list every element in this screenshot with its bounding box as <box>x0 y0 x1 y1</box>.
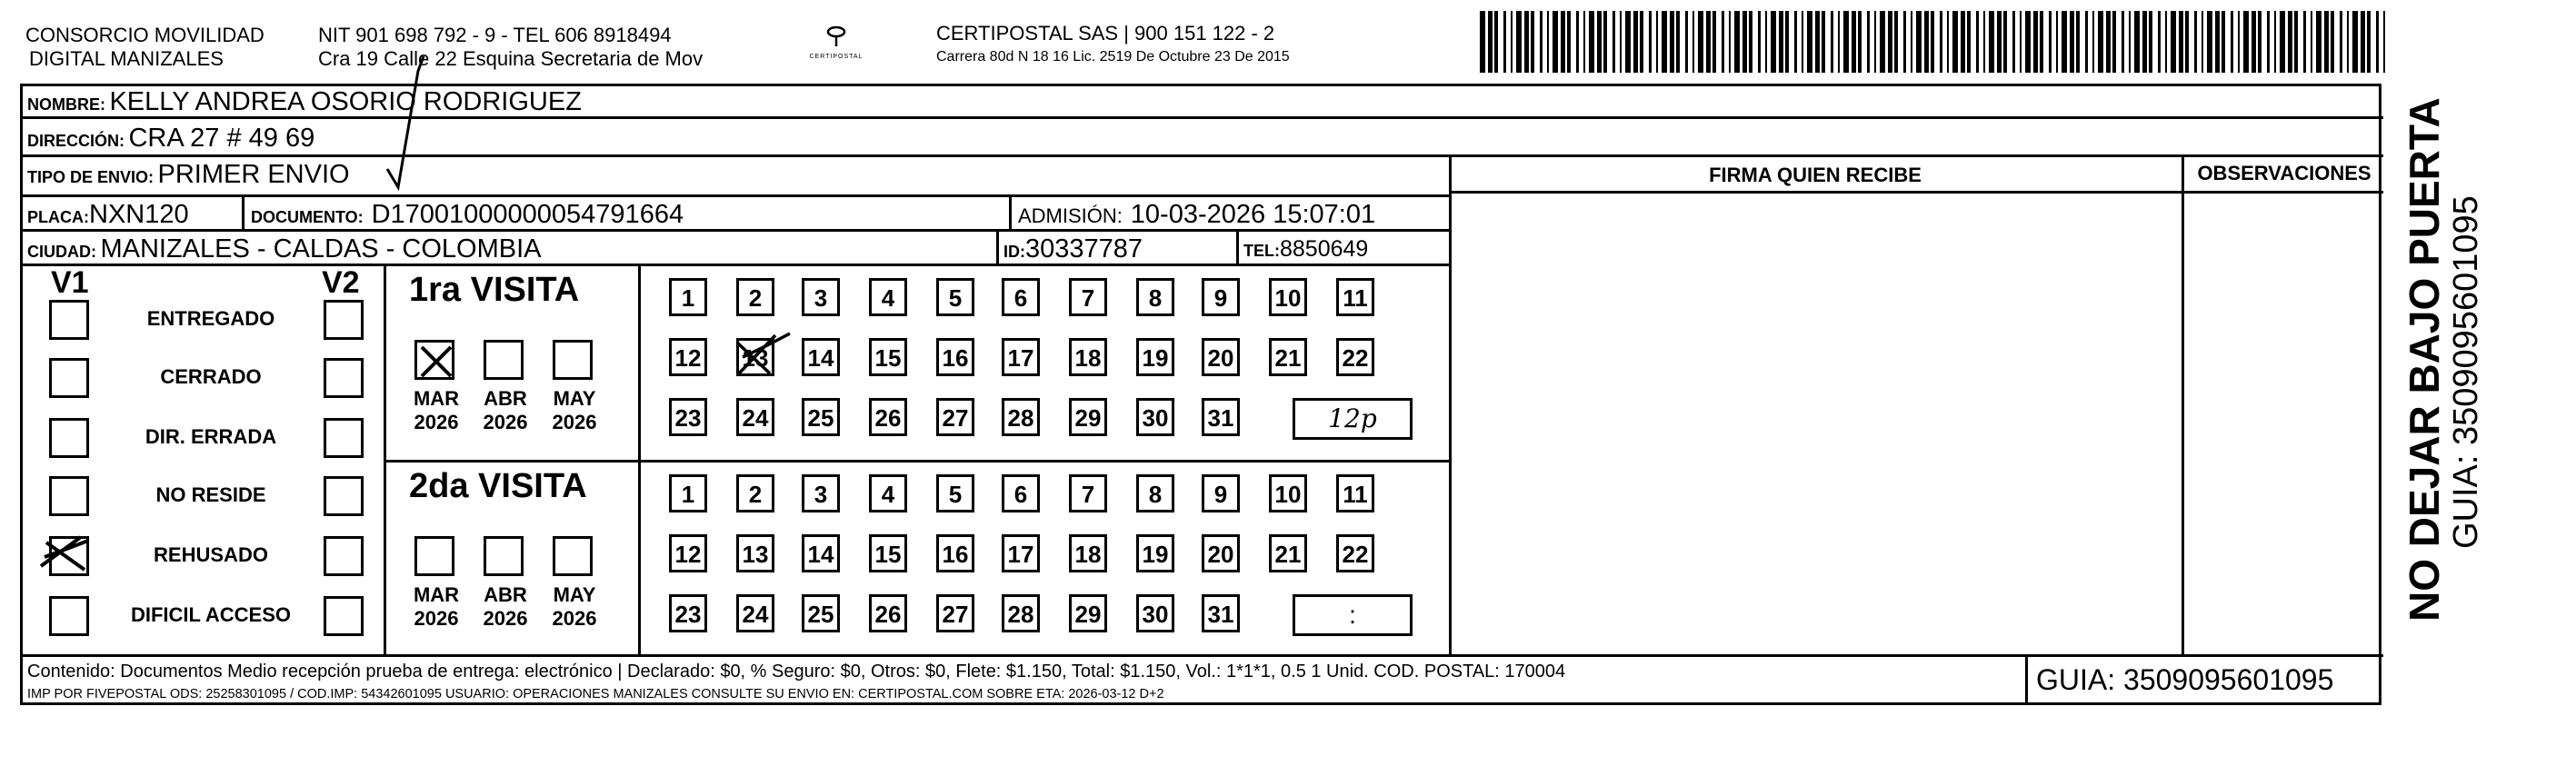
admission-label: ADMISIÓN: <box>1018 204 1123 227</box>
day-box[interactable]: 16 <box>936 534 974 572</box>
nit-line: NIT 901 698 792 - 9 - TEL 606 8918494 <box>318 24 672 46</box>
barcode-bar <box>1612 11 1615 73</box>
document-label: DOCUMENTO: <box>251 208 364 226</box>
barcode-bar <box>1940 11 1942 73</box>
month-label <box>545 387 604 434</box>
barcode-bar <box>1765 11 1767 73</box>
barcode-bar <box>1676 11 1680 73</box>
barcode-bar <box>1916 11 1922 73</box>
day-box[interactable]: 17 <box>1002 338 1040 376</box>
barcode-bar <box>1967 11 1971 73</box>
barcode-bar <box>2311 11 2312 73</box>
day-box[interactable]: 26 <box>869 398 907 436</box>
barcode-bar <box>1931 11 1934 73</box>
v2-checkbox[interactable] <box>324 358 364 398</box>
day-box[interactable]: 26 <box>869 594 907 632</box>
month-label <box>545 583 604 631</box>
day-box[interactable]: 8 <box>1136 278 1174 316</box>
barcode-bar <box>1749 11 1752 73</box>
day-box[interactable]: 18 <box>1069 338 1107 376</box>
barcode-bar <box>1576 11 1579 73</box>
status-option-label: NO RESIDE <box>155 483 266 506</box>
month-label <box>407 387 465 434</box>
barcode-bar <box>1488 11 1493 73</box>
barcode-bar <box>1553 11 1558 73</box>
day-box[interactable]: 17 <box>1002 534 1040 572</box>
company-address: Cra 19 Calle 22 Esquina Secretaria de Mov <box>318 47 704 70</box>
barcode-bar <box>1911 11 1912 73</box>
day-box[interactable]: 4 <box>869 474 907 512</box>
barcode-bar <box>2149 11 2152 73</box>
barcode-bar <box>2243 11 2249 73</box>
day-box[interactable]: 7 <box>1069 278 1107 316</box>
barcode-bar <box>1983 11 1985 73</box>
v2-label: V2 <box>322 265 360 300</box>
barcode-bar <box>2122 11 2124 73</box>
barcode-bar <box>1712 11 1716 73</box>
barcode-bar <box>1722 11 1724 73</box>
day-box[interactable]: 5 <box>936 474 974 512</box>
barcode-bar <box>1947 11 1949 73</box>
status-option-label: ENTREGADO <box>146 307 275 330</box>
handwritten-checkmark <box>382 55 445 191</box>
day-box[interactable]: 27 <box>936 398 974 436</box>
tel-label: TEL: <box>1243 242 1280 260</box>
status-option-label: CERRADO <box>160 365 262 388</box>
barcode-bar <box>1633 11 1638 73</box>
barcode-bar <box>1480 11 1485 73</box>
admission-value: 10-03-2026 15:07:01 <box>1130 200 1376 229</box>
barcode-bar <box>2076 11 2080 73</box>
barcode-bar <box>2056 11 2058 73</box>
month-label <box>476 583 534 631</box>
v2-checkbox[interactable] <box>324 300 364 340</box>
day-box[interactable]: 19 <box>1136 338 1174 376</box>
day-box[interactable]: 13 <box>736 534 774 572</box>
v1-checkbox[interactable] <box>49 300 89 340</box>
month-checkbox[interactable] <box>414 340 454 380</box>
day-box[interactable]: 8 <box>1136 474 1174 512</box>
plate-value: NXN120 <box>89 200 189 229</box>
barcode-bar <box>1734 11 1740 73</box>
barcode-bar <box>1540 11 1543 73</box>
barcode-bar <box>1880 11 1885 73</box>
barcode-bar <box>1742 11 1747 73</box>
month-year: 2026 <box>483 607 528 630</box>
barcode-bar <box>2215 11 2220 73</box>
barcode-bar <box>2098 11 2103 73</box>
check-mark-icon <box>730 330 794 384</box>
month-checkbox[interactable] <box>414 536 454 576</box>
day-box[interactable]: 5 <box>936 278 974 316</box>
v1-checkbox[interactable] <box>49 476 89 516</box>
barcode-bar <box>1822 11 1825 73</box>
day-box[interactable]: 23 <box>669 594 707 632</box>
day-box[interactable]: 21 <box>1269 338 1307 376</box>
carrier-logo <box>800 22 873 60</box>
day-box[interactable]: 6 <box>1002 474 1040 512</box>
barcode-bar <box>2179 11 2183 73</box>
barcode-bar <box>2185 11 2189 73</box>
id-label: ID: <box>1003 243 1025 261</box>
carrier-name: CERTIPOSTAL SAS | 900 151 122 - 2 <box>936 22 1275 45</box>
barcode-bar <box>1794 11 1797 73</box>
barcode-bar <box>1729 11 1731 73</box>
v1-checkbox[interactable] <box>49 536 89 576</box>
barcode-bar <box>1567 11 1571 73</box>
company-line-2: DIGITAL MANIZALES <box>29 47 224 70</box>
day-box[interactable]: 10 <box>1269 474 1307 512</box>
day-box[interactable]: 25 <box>802 594 840 632</box>
day-box[interactable]: 28 <box>1002 398 1040 436</box>
status-option-label: REHUSADO <box>154 543 268 566</box>
day-box[interactable]: 31 <box>1202 398 1240 436</box>
barcode-bar <box>2012 11 2015 73</box>
day-box[interactable]: 18 <box>1069 534 1107 572</box>
barcode-bar <box>1843 11 1849 73</box>
barcode-bar <box>1815 11 1820 73</box>
barcode-bar <box>2280 11 2285 73</box>
barcode-bar <box>1952 11 1958 73</box>
address-label: DIRECCIÓN: <box>27 132 125 150</box>
barcode-bar <box>2085 11 2088 73</box>
month-name: MAY <box>553 583 596 606</box>
barcode-bar <box>2194 11 2197 73</box>
carrier-license: Carrera 80d N 18 16 Lic. 2519 De Octubre 23 De 2015 <box>936 49 1290 65</box>
barcode-bar <box>1547 11 1549 73</box>
city-value: MANIZALES - CALDAS - COLOMBIA <box>100 234 542 264</box>
barcode-bar <box>1561 11 1565 73</box>
visit-time-field[interactable]: : <box>1293 594 1413 636</box>
day-box[interactable]: 12 <box>669 338 707 376</box>
barcode-bar <box>1976 11 1979 73</box>
month-year: 2026 <box>552 607 597 630</box>
barcode-bar <box>2383 11 2385 73</box>
barcode-bar <box>2347 11 2349 73</box>
barcode-bar <box>2258 11 2261 73</box>
day-box[interactable]: 6 <box>1002 278 1040 316</box>
barcode-bar <box>1698 11 1703 73</box>
barcode-bar <box>2049 11 2052 73</box>
barcode-bar <box>1838 11 1840 73</box>
barcode-bar <box>1802 11 1803 73</box>
month-label <box>407 583 465 631</box>
barcode-bar <box>1903 11 1906 73</box>
month-year: 2026 <box>552 411 597 433</box>
barcode-bar <box>2025 11 2031 73</box>
barcode-bar <box>2288 11 2292 73</box>
barcode-bar <box>1874 11 1876 73</box>
barcode-bar <box>1894 11 1898 73</box>
day-box[interactable]: 23 <box>669 398 707 436</box>
logo-caption: CERTIPOSTAL <box>809 54 864 60</box>
status-option-label: DIR. ERRADA <box>145 425 277 448</box>
barcode-bar <box>1807 11 1812 73</box>
v1-checkbox[interactable] <box>49 418 89 458</box>
barcode-bar <box>1692 11 1694 73</box>
barcode-bar <box>2238 11 2240 73</box>
day-box[interactable]: 21 <box>1269 534 1307 572</box>
day-box[interactable]: 22 <box>1336 534 1374 572</box>
barcode-bar <box>2112 11 2116 73</box>
check-mark-icon <box>37 530 92 577</box>
barcode-bar <box>1620 11 1622 73</box>
barcode-bar <box>1858 11 1862 73</box>
day-box[interactable]: 11 <box>1336 278 1374 316</box>
barcode-bar <box>1603 11 1607 73</box>
month-year: 2026 <box>414 607 459 630</box>
name-value: KELLY ANDREA OSORIO RODRIGUEZ <box>109 87 582 116</box>
send-type-value: PRIMER ENVIO <box>157 160 350 189</box>
month-label <box>476 387 534 434</box>
tel-row <box>1243 234 1368 267</box>
barcode-bar <box>1785 11 1789 73</box>
barcode-bar <box>2142 11 2147 73</box>
visit-time-field[interactable]: 12p <box>1293 398 1413 440</box>
barcode-bar <box>2331 11 2334 73</box>
day-box[interactable]: 30 <box>1136 594 1174 632</box>
day-box[interactable]: 10 <box>1269 278 1307 316</box>
barcode-bar <box>2367 11 2371 73</box>
month-name: MAY <box>553 387 596 410</box>
month-name: MAR <box>413 583 460 606</box>
day-box[interactable]: 24 <box>736 594 774 632</box>
barcode-bar <box>1831 11 1833 73</box>
barcode-bar <box>2003 11 2007 73</box>
day-box[interactable]: 1 <box>669 278 707 316</box>
day-box[interactable]: 28 <box>1002 594 1040 632</box>
plate-label: PLACA: <box>27 208 89 226</box>
barcode-bar <box>1662 11 1667 73</box>
city-label: CIUDAD: <box>27 243 96 261</box>
barcode-bar <box>2134 11 2140 73</box>
barcode-bar <box>2092 11 2094 73</box>
company-nit <box>318 24 703 71</box>
day-box[interactable]: 16 <box>936 338 974 376</box>
day-box[interactable]: 27 <box>936 594 974 632</box>
barcode-bar <box>1924 11 1929 73</box>
barcode-bar <box>2062 11 2067 73</box>
day-box[interactable]: 14 <box>802 338 840 376</box>
name-label: NOMBRE: <box>27 95 105 114</box>
barcode-bar <box>1583 11 1585 73</box>
barcode-bar <box>1503 11 1506 73</box>
barcode-bar <box>2231 11 2233 73</box>
send-type-label: TIPO DE ENVIO: <box>27 168 155 186</box>
barcode-bar <box>1516 11 1522 73</box>
barcode-bar <box>2352 11 2358 73</box>
barcode-bar <box>1779 11 1783 73</box>
day-box[interactable]: 2 <box>736 278 774 316</box>
month-year: 2026 <box>414 411 459 433</box>
barcode-bar <box>1670 11 1674 73</box>
day-box[interactable]: 14 <box>802 534 840 572</box>
day-box[interactable]: 15 <box>869 338 907 376</box>
v2-checkbox[interactable] <box>324 596 364 636</box>
barcode-bar <box>1656 11 1658 73</box>
tel-value: 8850649 <box>1280 236 1369 262</box>
address-row <box>27 124 315 157</box>
barcode-bar <box>2267 11 2270 73</box>
day-box[interactable]: 3 <box>802 278 840 316</box>
barcode-bar <box>2316 11 2321 73</box>
barcode-bar <box>2294 11 2298 73</box>
barcode-bar <box>2361 11 2365 73</box>
content-line: Contenido: Documentos Medio recepción prueba de entrega: electrónico | Declarado: $0, % Seguro: $0, Otros: $0, Flete: $1.150, Total: $1.150, Vol.: 1*1*1, 0.5 1 Unid. COD. POSTAL: 170004 <box>27 662 1566 681</box>
barcode-bar <box>1531 11 1534 73</box>
day-box[interactable]: 15 <box>869 534 907 572</box>
barcode-bar <box>1524 11 1529 73</box>
v1-label: V1 <box>51 265 89 300</box>
barcode-bar <box>2158 11 2161 73</box>
day-box[interactable]: 30 <box>1136 398 1174 436</box>
barcode-bar <box>1989 11 1994 73</box>
month-name: MAR <box>413 387 460 410</box>
visit-title: 2da VISITA <box>409 467 587 505</box>
day-box[interactable]: 4 <box>869 278 907 316</box>
day-box[interactable]: 25 <box>802 398 840 436</box>
document-value: D17001000000054791664 <box>371 200 684 229</box>
barcode-bar <box>1961 11 1965 73</box>
day-box[interactable]: 20 <box>1202 338 1240 376</box>
day-box[interactable]: 2 <box>736 474 774 512</box>
month-name: ABR <box>484 387 527 410</box>
day-box[interactable]: 9 <box>1202 474 1240 512</box>
barcode-bar <box>1867 11 1870 73</box>
month-checkbox[interactable] <box>553 536 593 576</box>
day-box[interactable]: 20 <box>1202 534 1240 572</box>
barcode-bar <box>2129 11 2131 73</box>
observations-label: OBSERVACIONES <box>2197 162 2371 184</box>
barcode-bar <box>2252 11 2256 73</box>
barcode-bar <box>1494 11 1498 73</box>
barcode-bar <box>2171 11 2176 73</box>
barcode-bar <box>1758 11 1761 73</box>
company-line-1: CONSORCIO MOVILIDAD <box>25 24 265 46</box>
barcode-bar <box>1685 11 1688 73</box>
imp-line: IMP POR FIVEPOSTAL ODS: 25258301095 / COD.IMP: 54342601095 USUARIO: OPERACIONES MANIZALES CONSULTE SU ENVIO EN: CERTIPOSTAL.COM SOBRE ETA: 2026-03-12 D+2 <box>27 687 1164 701</box>
month-checkbox[interactable] <box>553 340 593 380</box>
barcode-bar <box>1640 11 1643 73</box>
status-option-label: DIFICIL ACCESO <box>130 603 291 626</box>
barcode-bar <box>2303 11 2306 73</box>
day-box[interactable]: 9 <box>1202 278 1240 316</box>
v2-checkbox[interactable] <box>324 418 364 458</box>
day-box[interactable]: 13 <box>736 338 774 376</box>
day-box[interactable]: 22 <box>1336 338 1374 376</box>
barcode-bar <box>2207 11 2212 73</box>
barcode-bar <box>1771 11 1776 73</box>
day-box[interactable]: 31 <box>1202 594 1240 632</box>
day-box[interactable]: 19 <box>1136 534 1174 572</box>
v2-checkbox[interactable] <box>324 476 364 516</box>
address-value: CRA 27 # 49 69 <box>128 124 315 153</box>
footer-guia: GUIA: 3509095601095 <box>2036 663 2334 696</box>
barcode <box>1480 11 2389 73</box>
barcode-bar <box>1997 11 2002 73</box>
barcode-bar <box>2033 11 2038 73</box>
barcode-bar <box>2202 11 2203 73</box>
barcode-bar <box>2106 11 2111 73</box>
visit-title: 1ra VISITA <box>409 271 580 309</box>
month-year: 2026 <box>483 411 528 433</box>
barcode-bar <box>2222 11 2225 73</box>
v1-checkbox[interactable] <box>49 596 89 636</box>
barcode-bar <box>2376 11 2379 73</box>
barcode-bar <box>2340 11 2342 73</box>
logo-icon <box>823 22 850 49</box>
day-box[interactable]: 29 <box>1069 594 1107 632</box>
barcode-bar <box>1888 11 1892 73</box>
day-box[interactable]: 11 <box>1336 474 1374 512</box>
barcode-bar <box>2040 11 2043 73</box>
barcode-bar <box>2274 11 2276 73</box>
month-name: ABR <box>484 583 527 606</box>
barcode-bar <box>1649 11 1652 73</box>
day-box[interactable]: 7 <box>1069 474 1107 512</box>
barcode-bar <box>1706 11 1711 73</box>
id-value: 30337787 <box>1025 234 1143 264</box>
month-checkbox[interactable] <box>484 340 524 380</box>
no-bajo-puerta-warning: NO DEJAR BAJO PUERTA <box>2401 97 2448 622</box>
v2-checkbox[interactable] <box>324 536 364 576</box>
barcode-bar <box>1589 11 1594 73</box>
company-name <box>25 24 265 71</box>
month-checkbox[interactable] <box>484 536 524 576</box>
barcode-bar <box>1852 11 1856 73</box>
carrier-info <box>936 22 1290 65</box>
v1-checkbox[interactable] <box>49 358 89 398</box>
barcode-bar <box>1597 11 1602 73</box>
barcode-bar <box>1625 11 1631 73</box>
day-box[interactable]: 12 <box>669 534 707 572</box>
barcode-bar <box>2324 11 2329 73</box>
check-mark-icon <box>414 340 458 383</box>
day-box[interactable]: 24 <box>736 398 774 436</box>
side-guia: GUIA: 3509095601095 <box>2447 195 2485 549</box>
received-by-label: FIRMA QUIEN RECIBE <box>1709 164 1922 186</box>
send-type-row <box>27 160 350 194</box>
barcode-bar <box>2020 11 2022 73</box>
barcode-bar <box>2070 11 2074 73</box>
barcode-bar <box>2165 11 2167 73</box>
day-box[interactable]: 1 <box>669 474 707 512</box>
day-box[interactable]: 3 <box>802 474 840 512</box>
day-box[interactable]: 29 <box>1069 398 1107 436</box>
barcode-bar <box>1511 11 1513 73</box>
